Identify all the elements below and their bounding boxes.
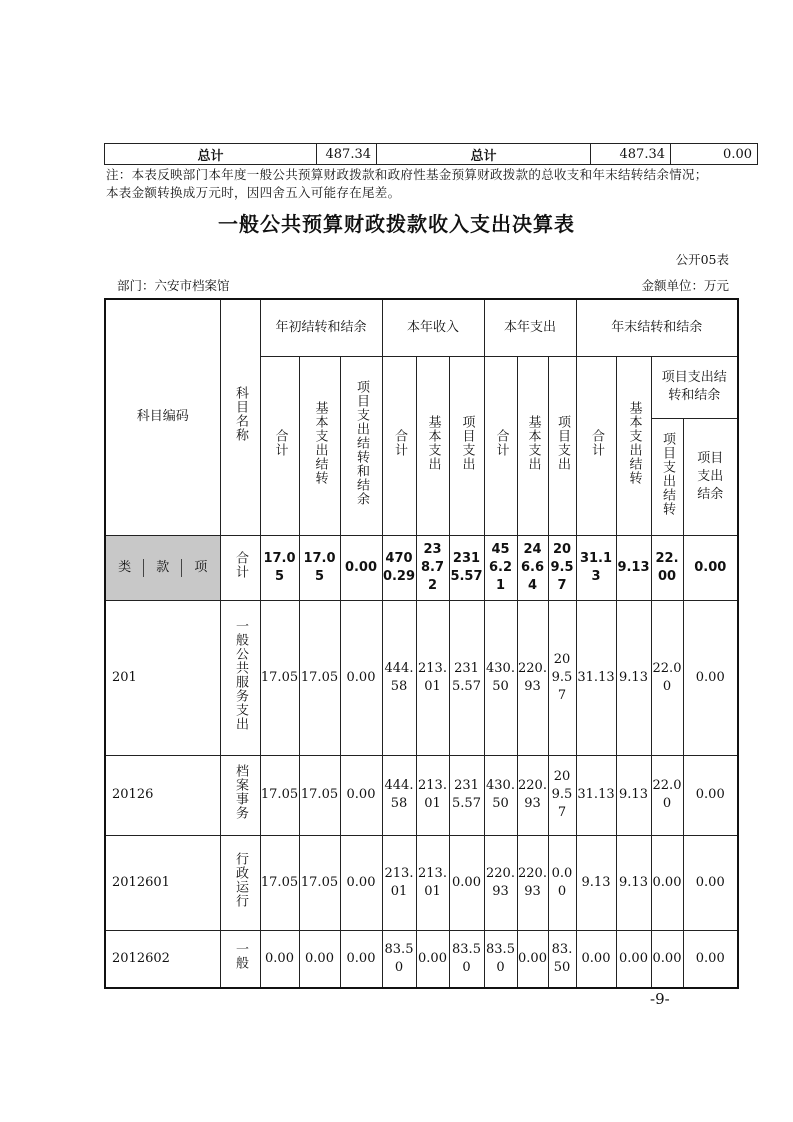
- cell: 209.57: [548, 600, 576, 755]
- header-close-total: 合计: [576, 356, 616, 535]
- cell: 2315.57: [449, 535, 484, 600]
- row-name: 档案事务: [220, 755, 260, 835]
- header-inc-total: 合计: [382, 356, 416, 535]
- page-title: 一般公共预算财政拨款收入支出决算表: [218, 212, 575, 236]
- header-close-project: 项目支出结转和结余: [651, 356, 738, 418]
- header-open-basic: 基本支出结转: [299, 356, 340, 535]
- header-opening-balance: 年初结转和结余: [260, 299, 382, 356]
- cell: 220.93: [484, 835, 517, 930]
- header-close-basic: 基本支出结转: [616, 356, 651, 535]
- unit-label: 金额单位：万元: [641, 278, 729, 293]
- cell: 9.13: [616, 835, 651, 930]
- cell: 0.00: [449, 835, 484, 930]
- cell: 83.50: [548, 930, 576, 988]
- header-inc-basic: 基本支出: [416, 356, 449, 535]
- cell: 9.13: [616, 755, 651, 835]
- header-closing-balance: 年末结转和结余: [576, 299, 738, 356]
- cell: 17.05: [299, 755, 340, 835]
- cell: 0.00: [683, 535, 738, 600]
- cell: 2315.57: [449, 755, 484, 835]
- table-row: [105, 600, 738, 755]
- cell: 17.05: [260, 600, 299, 755]
- cell: 213.01: [416, 755, 449, 835]
- header-income: 本年收入: [382, 299, 484, 356]
- cell: 0.00: [340, 600, 382, 755]
- cell: 213.01: [382, 835, 416, 930]
- cell: 0.00: [340, 535, 382, 600]
- cell: 2315.57: [449, 600, 484, 755]
- cell: 17.05: [260, 535, 299, 600]
- header-code: 科目编码: [105, 299, 220, 535]
- cell: 22.00: [651, 755, 683, 835]
- row-name: 合计: [220, 535, 260, 600]
- cell: 209.57: [548, 755, 576, 835]
- cell: 9.13: [616, 600, 651, 755]
- table-row: [105, 930, 738, 988]
- total-value-2: 487.34: [591, 144, 671, 165]
- cell: 246.64: [517, 535, 548, 600]
- cell: 220.93: [517, 755, 548, 835]
- cell: 238.72: [416, 535, 449, 600]
- total-value-1: 487.34: [317, 144, 377, 165]
- cell: 456.21: [484, 535, 517, 600]
- cell: 444.58: [382, 755, 416, 835]
- cell: 0.00: [683, 755, 738, 835]
- cell: 0.00: [260, 930, 299, 988]
- cell: 0.00: [576, 930, 616, 988]
- cell: 31.13: [576, 600, 616, 755]
- cell: 430.50: [484, 600, 517, 755]
- cell: 430.50: [484, 755, 517, 835]
- cell: 0.00: [340, 835, 382, 930]
- table-note: 注：本表反映部门本年度一般公共预算财政拨款和政府性基金预算财政拨款的总收支和年末结转结余情况；本表金额转换成万元时，因四舍五入可能存在尾差。: [106, 167, 708, 200]
- row-name: 一般公共服务支出: [220, 600, 260, 755]
- header-close-project-balance: 项目支出结余: [683, 418, 738, 535]
- row-name: 一般: [220, 930, 260, 988]
- row-name: 行政运行: [220, 835, 260, 930]
- cell: 17.05: [299, 600, 340, 755]
- category-header: 类 款 项: [105, 535, 220, 600]
- cell: 220.93: [517, 835, 548, 930]
- cell: 0.00: [651, 835, 683, 930]
- table-row: [105, 835, 738, 930]
- cell: 0.00: [517, 930, 548, 988]
- cell: 0.00: [416, 930, 449, 988]
- row-code: 20126: [105, 755, 220, 835]
- cell: 9.13: [616, 535, 651, 600]
- cell: 209.57: [548, 535, 576, 600]
- table-row: [105, 755, 738, 835]
- total-label-1: 总计: [105, 144, 317, 165]
- cell: 0.00: [683, 835, 738, 930]
- cell: 4700.29: [382, 535, 416, 600]
- previous-table-total-row: [104, 143, 758, 165]
- row-code: 2012601: [105, 835, 220, 930]
- header-close-project-carry: 项目支出结转: [651, 418, 683, 535]
- cell: 83.50: [382, 930, 416, 988]
- cell: 0.00: [340, 755, 382, 835]
- header-open-total: 合计: [260, 356, 299, 535]
- row-code: 2012602: [105, 930, 220, 988]
- cell: 22.00: [651, 535, 683, 600]
- total-label-2: 总计: [377, 144, 591, 165]
- header-inc-project: 项目支出: [449, 356, 484, 535]
- cell: 83.50: [484, 930, 517, 988]
- cell: 0.00: [651, 930, 683, 988]
- table-row-total: [105, 535, 738, 600]
- row-code: 201: [105, 600, 220, 755]
- cell: 31.13: [576, 755, 616, 835]
- cell: 17.05: [299, 535, 340, 600]
- cell: 0.00: [616, 930, 651, 988]
- budget-table: [104, 298, 739, 989]
- cell: 0.00: [299, 930, 340, 988]
- cell: 17.05: [260, 835, 299, 930]
- cell: 17.05: [260, 755, 299, 835]
- header-exp-project: 项目支出: [548, 356, 576, 535]
- cell: 22.00: [651, 600, 683, 755]
- cell: 444.58: [382, 600, 416, 755]
- table-number: 公开05表: [675, 252, 729, 267]
- header-exp-total: 合计: [484, 356, 517, 535]
- header-name: 科目名称: [220, 299, 260, 535]
- cell: 0.00: [340, 930, 382, 988]
- cell: 0.00: [683, 600, 738, 755]
- page-number: -9-: [650, 990, 670, 1008]
- cell: 213.01: [416, 835, 449, 930]
- cell: 220.93: [517, 600, 548, 755]
- cell: 83.50: [449, 930, 484, 988]
- cell: 17.05: [299, 835, 340, 930]
- department-label: 部门：六安市档案馆: [117, 278, 230, 293]
- cell: 0.00: [683, 930, 738, 988]
- cell: 9.13: [576, 835, 616, 930]
- total-value-3: 0.00: [671, 144, 758, 165]
- header-open-project: 项目支出结转和结余: [340, 356, 382, 535]
- cell: 31.13: [576, 535, 616, 600]
- header-exp-basic: 基本支出: [517, 356, 548, 535]
- cell: 0.00: [548, 835, 576, 930]
- header-expense: 本年支出: [484, 299, 576, 356]
- cell: 213.01: [416, 600, 449, 755]
